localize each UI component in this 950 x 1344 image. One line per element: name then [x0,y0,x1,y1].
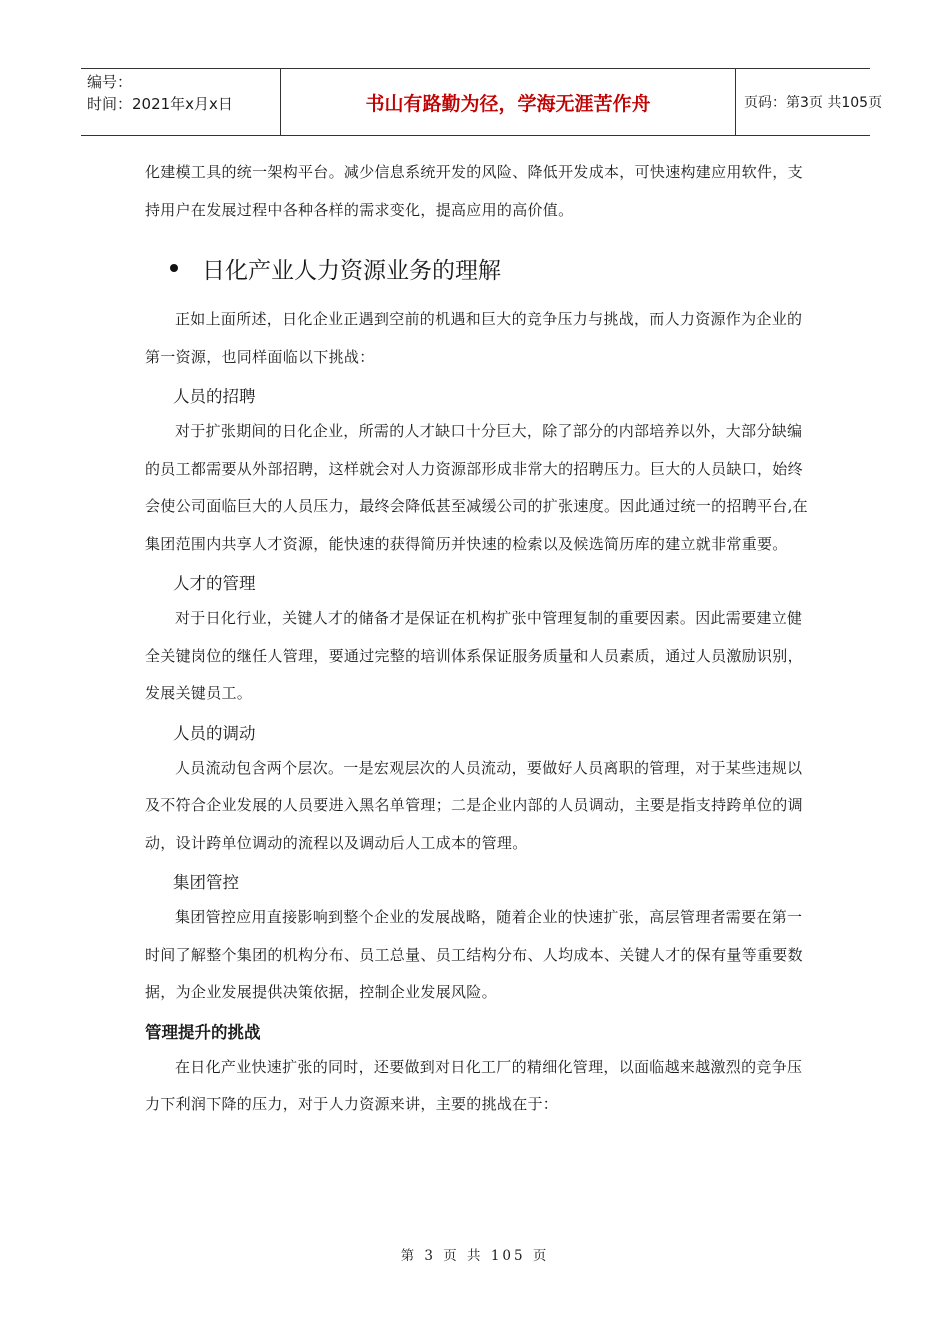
subsection-title-management-challenge: 管理提升的挑战 [145,1022,261,1042]
section-intro-paragraph: 正如上面所述，日化企业正遇到空前的机遇和巨大的竞争压力与挑战，而人力资源作为企业的第一资源，也同样面临以下挑战： [145,310,803,366]
page-header [81,68,883,136]
header-slogan: 书山有路勤为径，学海无涯苦作舟 [365,92,651,115]
subsection-text-transfer: 人员流动包含两个层次。一是宏观层次的人员流动，要做好人员离职的管理，对于某些违规以及不符合企业发展的人员要进入黑名单管理；二是企业内部的人员调动，主要是指支持跨单位的调动，设计跨单位调动的流程以及调动后人工成本的管理。 [145,758,803,852]
bullet-icon [170,264,178,272]
subsection-text-management-challenge: 在日化产业快速扩张的同时，还要做到对日化工厂的精细化管理，以面临越来越激烈的竞争压力下利润下降的压力，对于人力资源来讲，主要的挑战在于： [145,1057,803,1113]
section-heading [145,241,815,295]
subsection-text-group-control: 集团管控应用直接影响到整个企业的发展战略，随着企业的快速扩张，高层管理者需要在第一时间了解整个集团的机构分布、员工总量、员工结构分布、人均成本、关键人才的保有量等重要数据，为企业发展提供决策依据，控制企业发展风险。 [145,908,803,1001]
subsection-title-group-control: 集团管控 [173,873,239,892]
subsection-title-transfer: 人员的调动 [173,723,256,743]
header-page-cell [736,69,883,135]
subsection-text-recruitment: 对于扩张期间的日化企业，所需的人才缺口十分巨大，除了部分的内部培养以外，大部分缺编的员工都需要从外部招聘，这样就会对人力资源部形成非常大的招聘压力。巨大的人员缺口，始终会使公司面临巨大的人员压力，最终会降低甚至减缓公司的扩张速度。因此通过统一的招聘平台,在集团范围内共享人才资源，能快速的获得简历并快速的检索以及候选简历库的建立就非常重要。 [145,422,808,553]
subsection-title-talent-management: 人才的管理 [173,574,256,593]
header-slogan-cell [281,69,736,135]
intro-paragraph: 化建模工具的统一架构平台。减少信息系统开发的风险、降低开发成本，可快速构建应用软件，支持用户在发展过程中各种各样的需求变化，提高应用的高价值。 [145,163,803,219]
document-time-label: 时间：2021年x月x日 [87,95,233,113]
header-meta [81,69,281,135]
section-heading-text: 日化产业人力资源业务的理解 [202,257,501,284]
subsection-title-recruitment: 人员的招聘 [173,387,256,406]
page-footer: 第 3 页 共 105 页 [400,1248,550,1264]
header-page-info: 页码：第3页 共105页 [744,95,883,111]
subsection-text-talent-management: 对于日化行业，关键人才的储备才是保证在机构扩张中管理复制的重要因素。因此需要建立健全关键岗位的继任人管理，要通过完整的培训体系保证服务质量和人员素质，通过人员激励识别，发展关键员工。 [145,609,803,702]
document-body [145,154,815,1124]
document-number-label: 编号： [87,73,133,91]
